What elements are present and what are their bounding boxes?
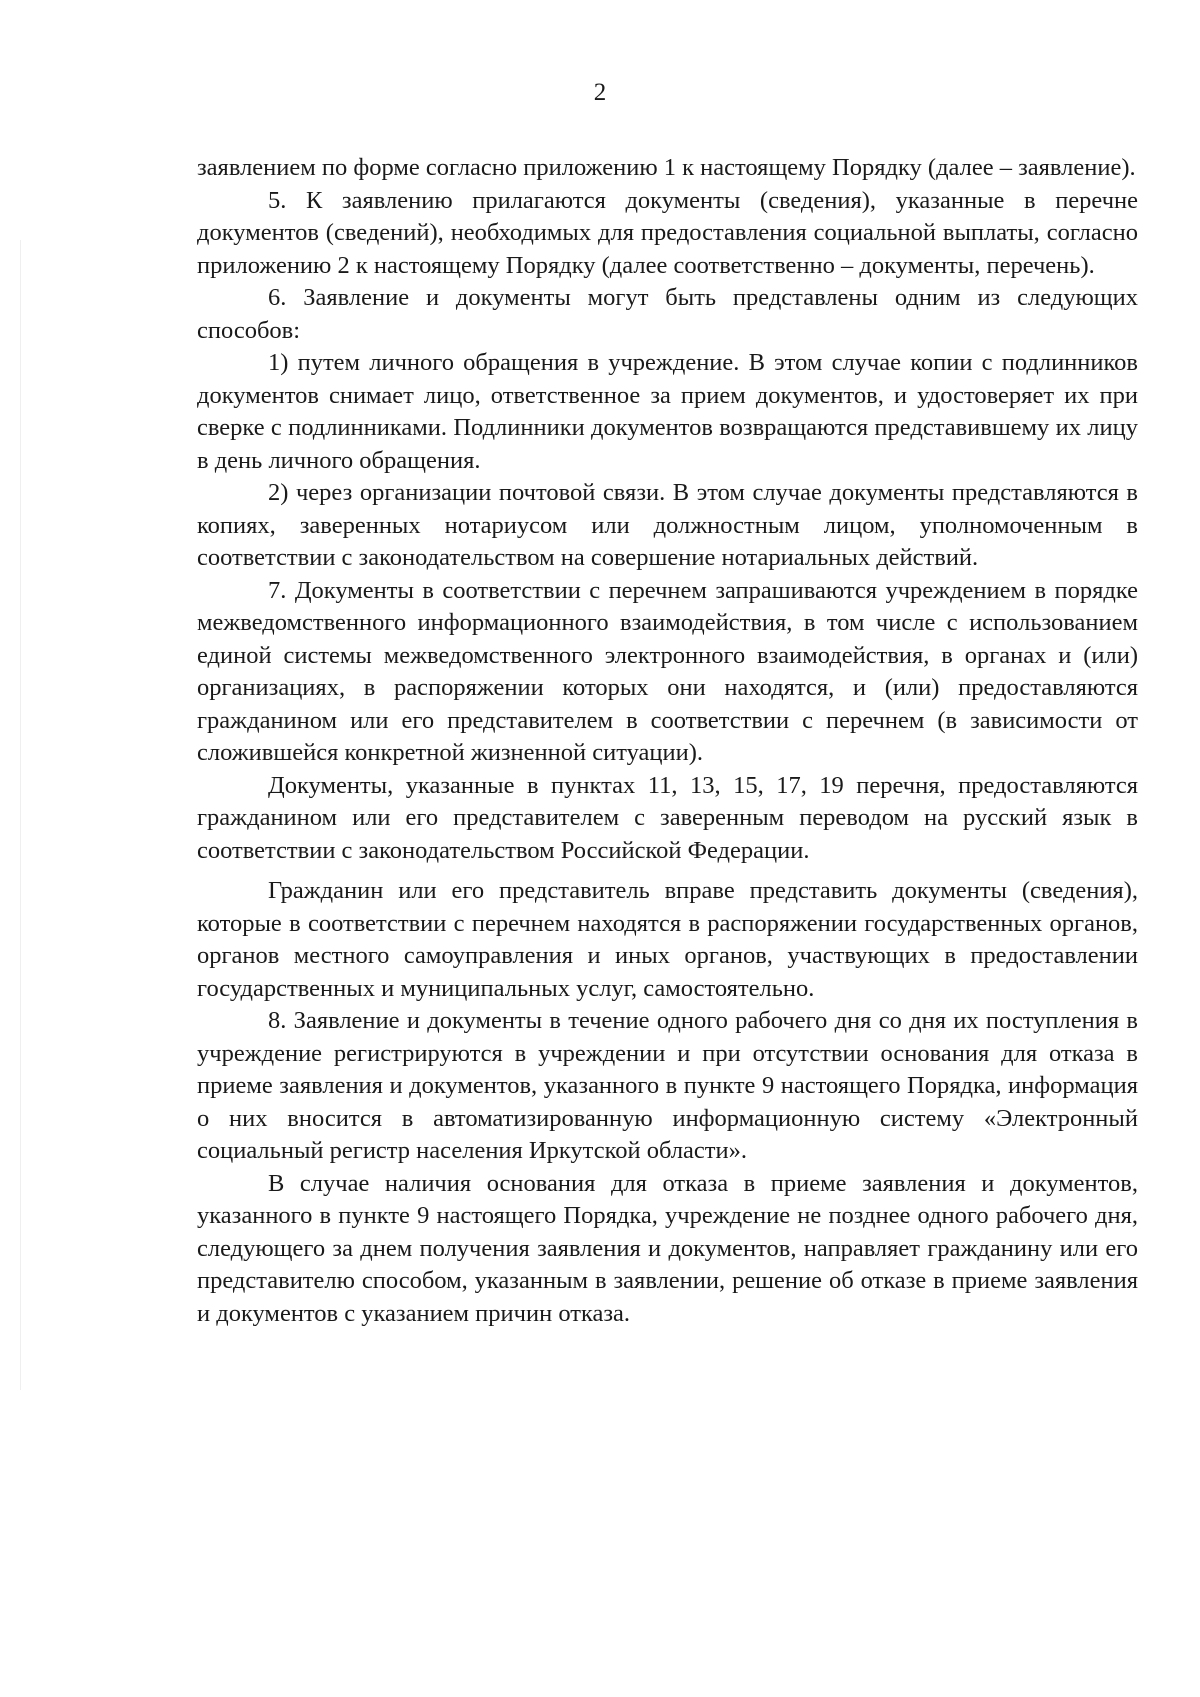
paragraph-subitem-2: 2) через организации почтовой связи. В этом случае документы представляются в копиях, заверенных нотариусом или должностным лицом, уполномоченным в соответствии с законодательством на совершение нотариальных действий. [197,479,1138,571]
paragraph-continuation: заявлением по форме согласно приложению 1 к настоящему Порядку (далее – заявление). [197,154,1136,181]
paragraph-item-5: 5. К заявлению прилагаются документы (сведения), указанные в перечне документов (сведений), необходимых для предоставления социальной выплаты, согласно приложению 2 к настоящему Порядку (далее соответственно – документы, перечень). [197,186,1138,279]
paragraph-subitem-1: 1) путем личного обращения в учреждение. В этом случае копии с подлинников документов снимает лицо, ответственное за прием документов, и удостоверяет их при сверке с подлинниками. Подлинники документов возвращаются представившему их лицу в день личного обращения. [197,349,1138,474]
paragraph-translation-note: Документы, указанные в пунктах 11, 13, 15, 17, 19 перечня, предоставляются гражданином или его представителем с заверенным переводом на русский язык в соответствии с законодательством Российской Федерации. [197,771,1138,864]
page-number: 2 [593,79,607,106]
paragraph-item-6: 6. Заявление и документы могут быть представлены одним из следующих способов: [197,284,1138,344]
document-body [197,152,1138,1330]
paragraph-refusal: В случае наличия основания для отказа в приеме заявления и документов, указанного в пункте 9 настоящего Порядка, учреждение не позднее одного рабочего дня, следующего за днем получения заявления и документов, направляет гражданину или его представителю способом, указанным в заявлении, решение об отказе в приеме заявления и документов с указанием причин отказа. [197,1169,1138,1327]
paragraph-self-submission: Гражданин или его представитель вправе представить документы (сведения), которые в соответствии с перечнем находятся в распоряжении государственных органов, органов местного самоуправления и иных органов, участвующих в предоставлении государственных и муниципальных услуг, самостоятельно. [197,877,1138,1002]
paragraph-item-7: 7. Документы в соответствии с перечнем запрашиваются учреждением в порядке межведомственного информационного взаимодействия, в том числе с использованием единой системы межведомственного электронного взаимодействия, в органах и (или) организациях, в распоряжении которых они находятся, и (или) предоставляются гражданином или его представителем в соответствии с перечнем (в зависимости от сложившейся конкретной жизненной ситуации). [197,576,1138,766]
scan-edge-line [20,240,21,1390]
paragraph-item-8: 8. Заявление и документы в течение одного рабочего дня со дня их поступления в учреждение регистрируются в учреждении и при отсутствии основания для отказа в приеме заявления и документов, указанного в пункте 9 настоящего Порядка, информация о них вносится в автоматизированную информационную систему «Электронный социальный регистр населения Иркутской области». [197,1007,1138,1164]
